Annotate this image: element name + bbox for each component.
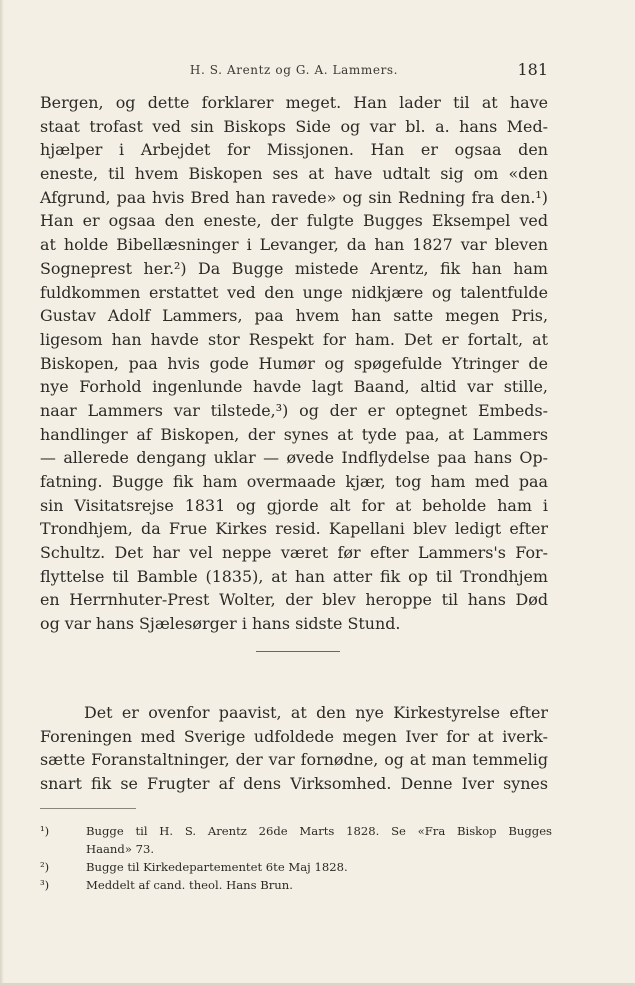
footnote-text: Bugge til Kirkedepartementet 6te Maj 1828. [86,860,348,874]
text-line: Bergen, og dette forklarer meget. Han lader til at have [40,93,548,112]
footnote-rule [40,808,136,809]
footnotes [40,822,552,894]
text-line: Gustav Adolf Lammers, paa hvem han satte megen Pris, [40,306,548,326]
footnote-1-continuation: Haand» 73. [86,842,155,856]
text-line: flyttelse til Bamble (1835), at han atter fik op til Trondhjem [40,566,548,586]
text-line: Foreningen med Sverige udfoldede megen Iver for at iverk- [40,726,548,746]
text-line: fatning. Bugge fik ham overmaade kjær, tog ham med paa [40,472,548,491]
running-head: H. S. Arentz og G. A. Lammers. [189,63,399,77]
page-number: 181 [517,60,548,79]
footnote-1 [40,822,552,840]
text-line: en Herrnhuter-Prest Wolter, der blev heroppe til hans Død [40,590,548,610]
paragraph-1 [40,91,548,636]
footnote-text: Meddelt af cand. theol. Hans Brun. [86,878,293,892]
text-line: naar Lammers var tilstede,³) og der er optegnet Embeds- [40,400,548,420]
text-line: hjælper i Arbejdet for Missjonen. Han er ogsaa den [40,140,548,160]
text-line: at holde Bibellæsninger i Levanger, da han 1827 var bleven [40,235,548,255]
text-line: Schultz. Det har vel neppe været før efter Lammers's For- [40,543,548,563]
footnote-text: Bugge til H. S. Arentz 26de Marts 1828. Se «Fra Biskop Bugges [86,824,552,838]
text-line: staat trofast ved sin Biskops Side og var bl. a. hans Med- [40,116,548,136]
text-line: Han er ogsaa den eneste, der fulgte Bugges Eksempel ved [40,211,548,231]
text-line: Afgrund, paa hvis Bred han ravede» og sin Redning fra den.¹) [40,187,548,207]
text-line: — allerede dengang uklar — øvede Indflydelse paa hans Op- [40,448,548,468]
text-line: snart fik se Frugter af dens Virksomhed. Denne Iver synes [40,774,548,794]
page-edge-shadow [0,0,4,986]
section-divider [256,651,340,652]
paragraph-2 [40,701,548,796]
footnote-marker: ³) [40,878,50,892]
text-line: Sogneprest her.²) Da Bugge mistede Arentz, fik han ham [40,258,548,278]
text-line: Biskopen, paa hvis gode Humør og spøgefulde Ytringer de [40,353,548,373]
text-line: Det er ovenfor paavist, at den nye Kirkestyrelse efter [84,703,548,722]
text-line: handlinger af Biskopen, der synes at tyde paa, at Lammers [40,424,548,444]
text-line: sin Visitatsrejse 1831 og gjorde alt for at beholde ham i [40,495,548,515]
footnote-marker: ¹) [40,824,50,838]
text-line: sætte Foranstaltninger, der var fornødne, og at man temmelig [40,750,548,770]
text-line: Trondhjem, da Frue Kirkes resid. Kapellani blev ledigt efter [40,519,548,539]
footnote-2 [40,858,552,876]
text-line: eneste, til hvem Biskopen ses at have udtalt sig om «den [40,164,548,184]
text-line: ligesom han havde stor Respekt for ham. Det er fortalt, at [40,329,548,349]
text-line: nye Forhold ingenlunde havde lagt Baand, altid var stille, [40,377,548,397]
text-line: fuldkommen erstattet ved den unge nidkjære og talentfulde [40,282,548,302]
footnote-marker: ²) [40,860,50,874]
page-header [40,60,548,82]
footnote-3 [40,876,552,894]
text-line: og var hans Sjælesørger i hans sidste Stund. [40,614,401,634]
